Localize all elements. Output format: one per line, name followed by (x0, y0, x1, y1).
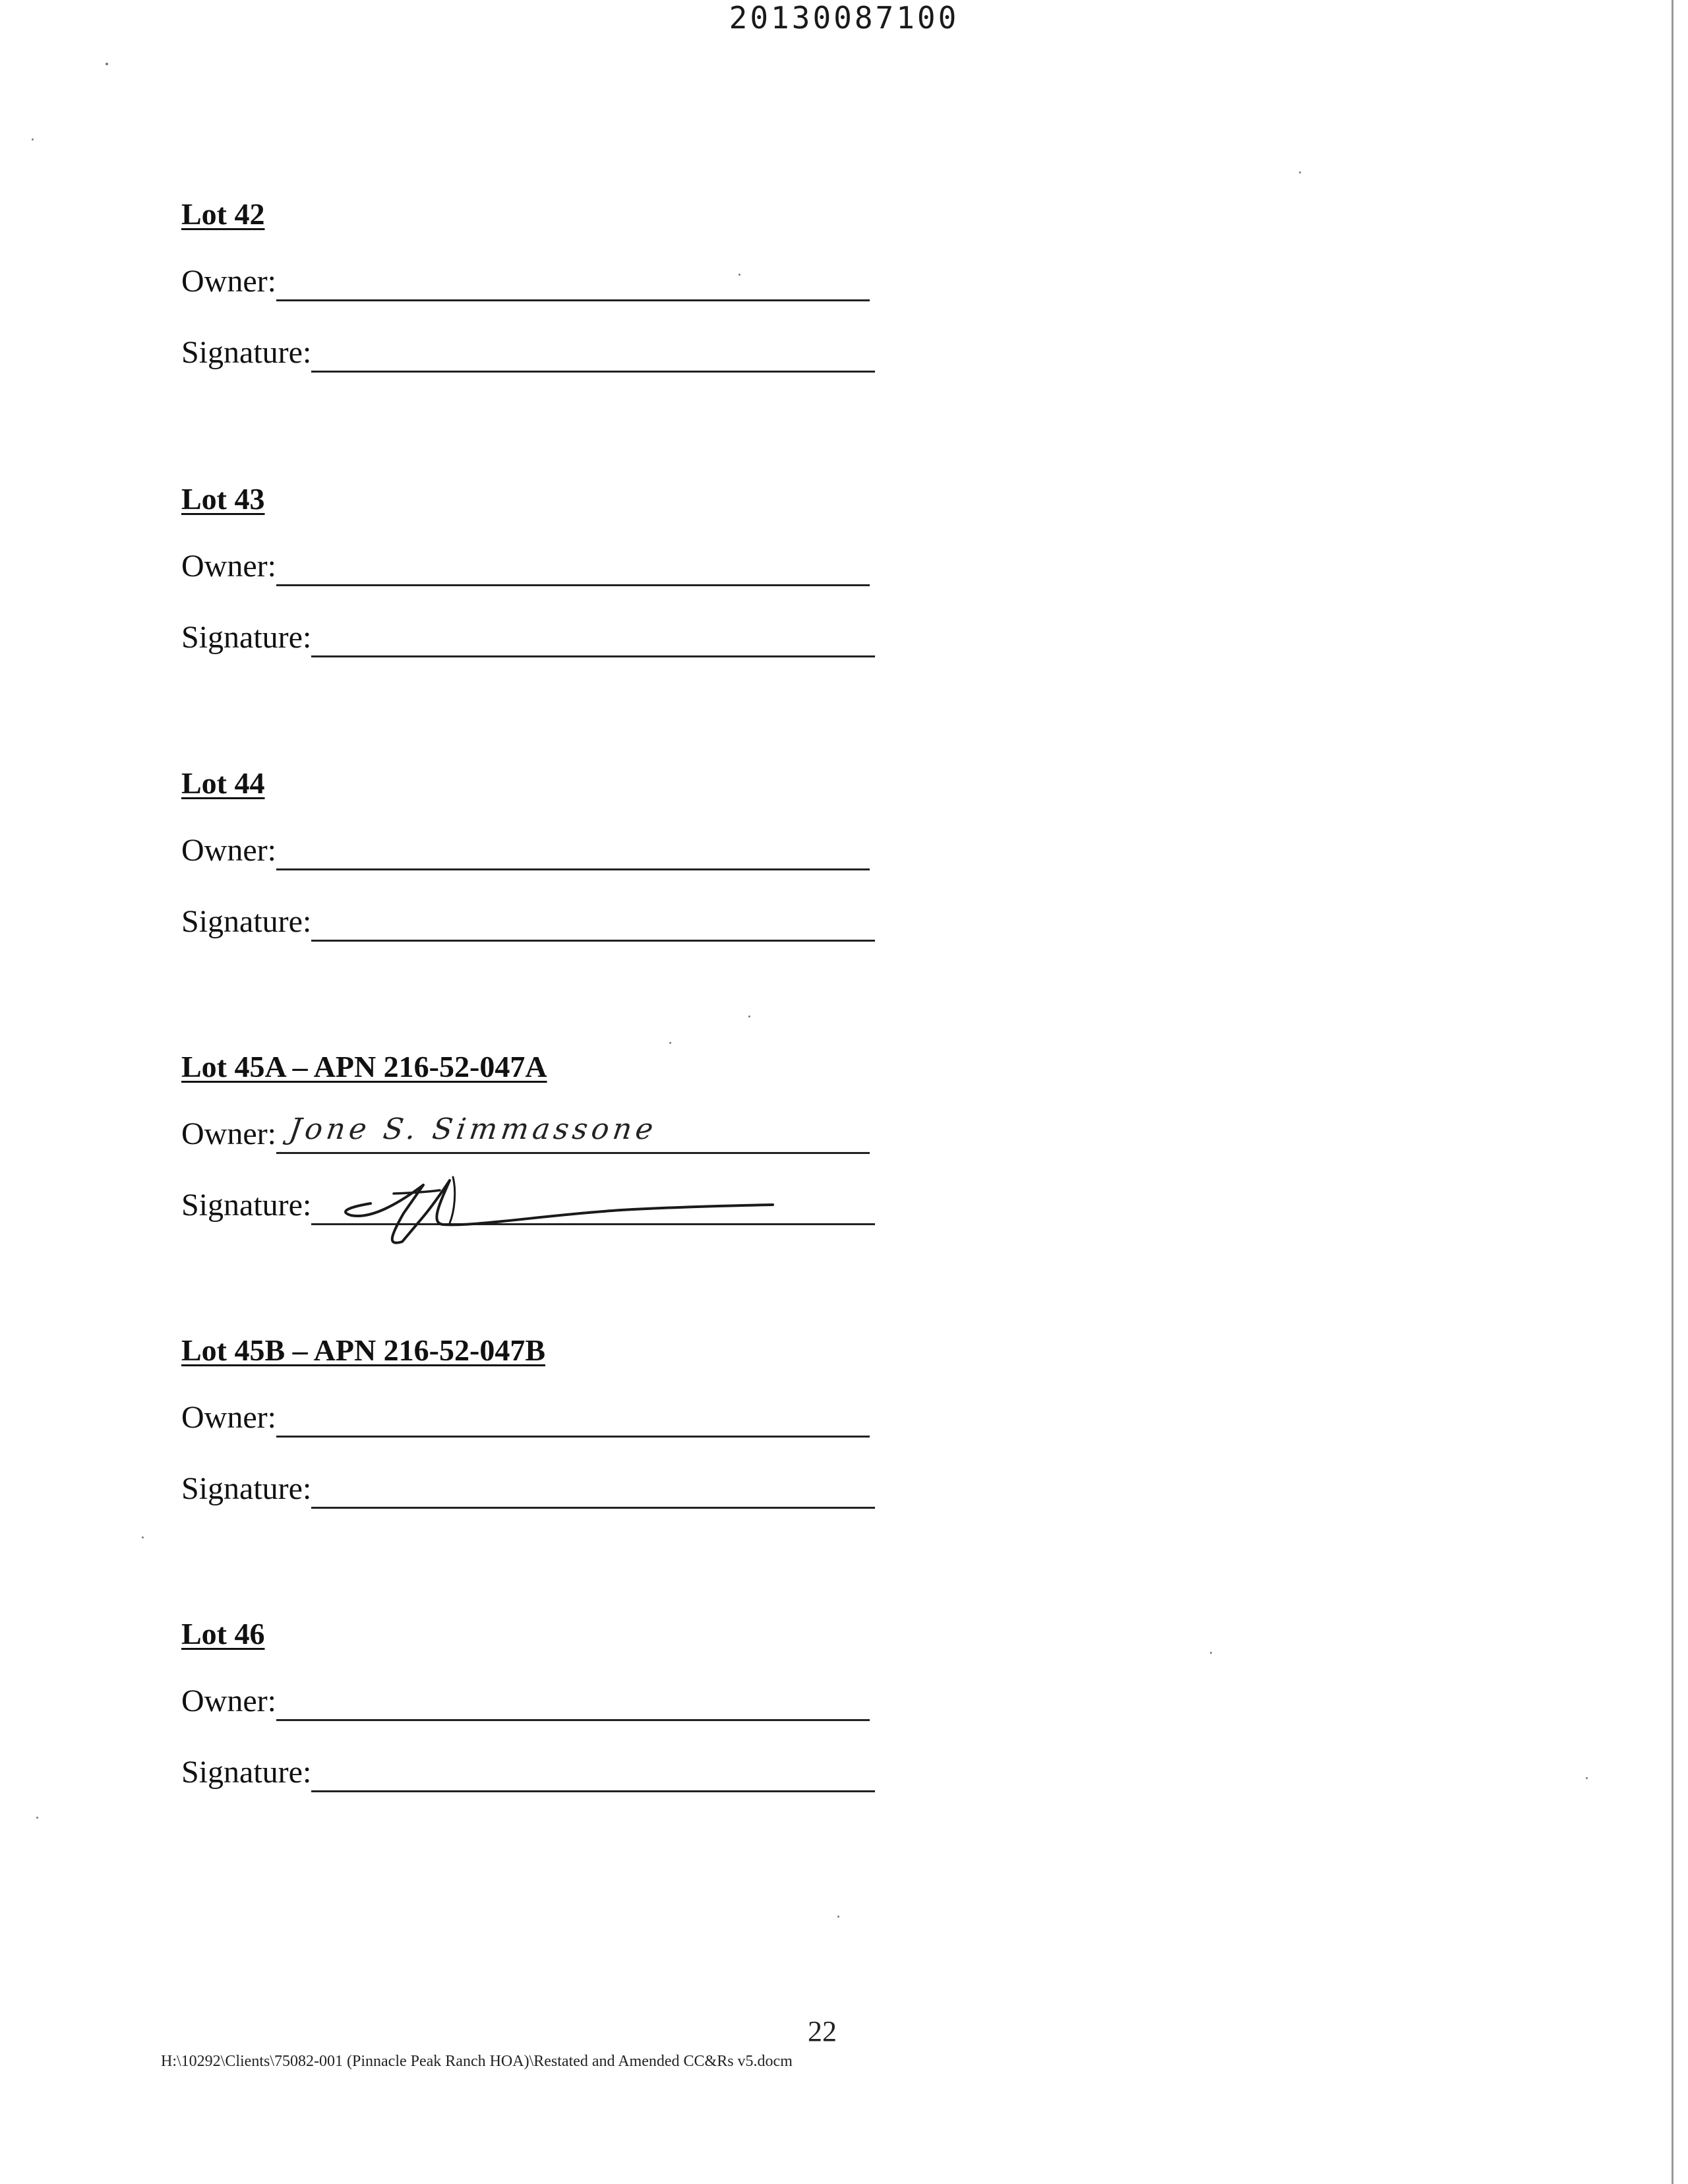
owner-field[interactable] (276, 270, 870, 301)
scan-speck (106, 63, 108, 65)
scan-page-edge (1672, 0, 1673, 2184)
recording-number: 20130087100 (729, 0, 959, 36)
lot-block-42 (181, 195, 893, 373)
owner-row (181, 1398, 893, 1438)
lot-block-43 (181, 479, 893, 657)
signature-label: Signature: (181, 1188, 312, 1223)
signature-field[interactable] (311, 911, 875, 942)
lot-heading: Lot 46 (181, 1617, 265, 1651)
page-number: 22 (808, 2015, 837, 2048)
lot-block-45b (181, 1331, 893, 1509)
scan-speck (1299, 171, 1301, 173)
signature-row (181, 1469, 893, 1509)
owner-label: Owner: (181, 833, 276, 868)
signature-field[interactable] (311, 342, 875, 373)
signature-label: Signature: (181, 620, 312, 655)
owner-row (181, 831, 893, 870)
signature-label: Signature: (181, 1755, 312, 1790)
signature-row (181, 902, 893, 942)
owner-label: Owner: (181, 1400, 276, 1435)
owner-row (181, 1114, 893, 1154)
scan-speck (837, 1916, 839, 1918)
handwritten-owner-name: Jone S. Simmassone (287, 1112, 659, 1146)
scan-speck (32, 138, 34, 140)
scan-speck (36, 1817, 38, 1819)
scan-speck (669, 1042, 671, 1044)
handwritten-signature (324, 1164, 786, 1250)
signature-field[interactable] (311, 1761, 875, 1792)
signature-field[interactable] (311, 1478, 875, 1509)
lot-heading: Lot 45B – APN 216-52-047B (181, 1333, 545, 1367)
scan-speck (738, 274, 740, 276)
owner-label: Owner: (181, 264, 276, 299)
signature-label: Signature: (181, 904, 312, 939)
owner-field[interactable] (276, 839, 870, 870)
signature-row (181, 618, 893, 657)
scan-speck (142, 1536, 144, 1538)
signature-label: Signature: (181, 335, 312, 370)
lot-heading: Lot 43 (181, 482, 265, 516)
owner-field[interactable] (276, 1407, 870, 1438)
signature-row (181, 1753, 893, 1792)
owner-field[interactable] (276, 555, 870, 586)
owner-field[interactable] (276, 1112, 870, 1154)
lot-heading: Lot 42 (181, 197, 265, 231)
signature-row (181, 1186, 893, 1225)
scan-speck (1586, 1777, 1588, 1779)
owner-field[interactable] (276, 1690, 870, 1721)
scan-speck (748, 1016, 750, 1017)
signature-row (181, 333, 893, 373)
signature-field[interactable] (311, 1194, 875, 1225)
lot-heading: Lot 45A – APN 216-52-047A (181, 1050, 547, 1083)
owner-row (181, 1682, 893, 1721)
signature-label: Signature: (181, 1471, 312, 1506)
owner-label: Owner: (181, 1116, 276, 1151)
lot-block-45a (181, 1047, 893, 1225)
scan-speck (1210, 1652, 1212, 1654)
lot-block-44 (181, 764, 893, 942)
footer-file-path: H:\10292\Clients\75082-001 (Pinnacle Peak Ranch HOA)\Restated and Amended CC&Rs v5.docm (161, 2053, 793, 2070)
lot-block-46 (181, 1614, 893, 1792)
lot-heading: Lot 44 (181, 766, 265, 800)
owner-row (181, 547, 893, 586)
signature-field[interactable] (311, 626, 875, 657)
owner-label: Owner: (181, 549, 276, 584)
owner-label: Owner: (181, 1684, 276, 1718)
owner-row (181, 262, 893, 301)
